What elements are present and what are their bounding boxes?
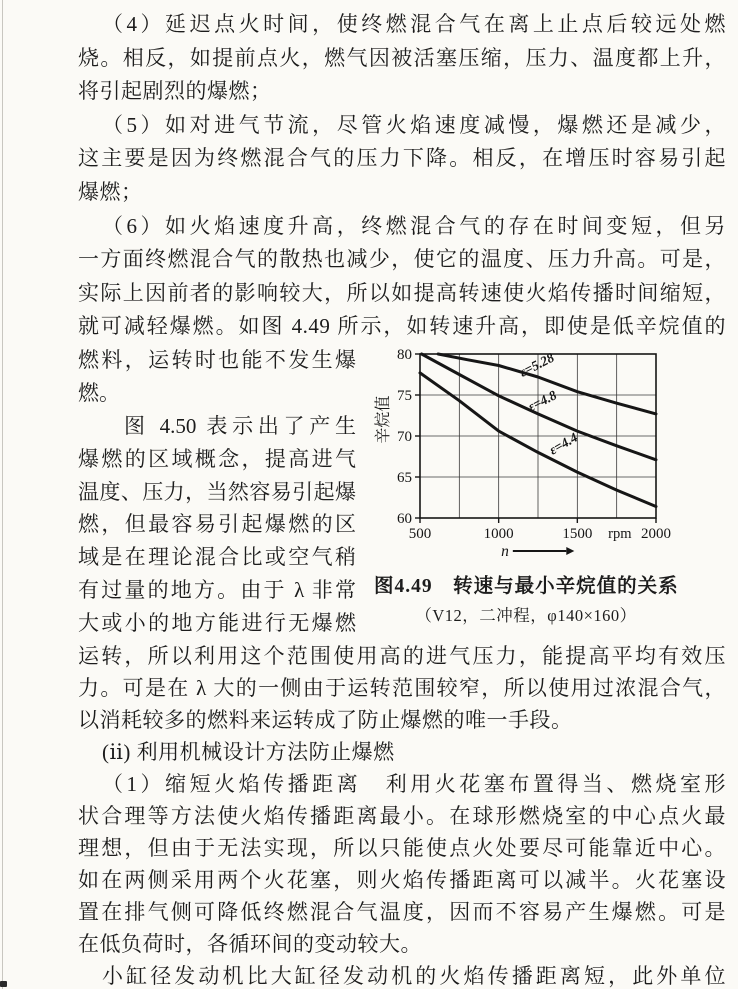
scan-edge-artifact	[2, 0, 3, 989]
figure-caption: 图4.49 转速与最小辛烷值的关系	[374, 575, 679, 597]
text-line: 置在排气侧可降低终燃混合气温度，因而不容易产生爆燃。可是	[78, 899, 726, 924]
text-line: 在低负荷时，各循环间的变动较大。	[78, 931, 422, 956]
text-line: 就可减轻爆燃。如图 4.49 所示，如转速升高，即使是低辛烷值的	[78, 314, 726, 339]
text-line: 域是在理论混合比或空气稍	[78, 545, 356, 570]
paragraphs-top	[78, 8, 726, 344]
text-line: 爆燃的区域概念，提高进气	[78, 446, 356, 471]
x-tick-label: 1000	[483, 525, 514, 542]
mid-section	[78, 344, 726, 640]
y-tick-label: 65	[397, 469, 412, 486]
scan-corner-artifact	[0, 981, 7, 987]
text-line: 燃，但最容易引起爆燃的区	[78, 512, 356, 537]
figure-subcaption: （V12，二冲程，φ140×160）	[415, 605, 637, 625]
text-line: 大或小的地方能进行无爆燃	[78, 611, 356, 636]
y-tick-label: 70	[397, 428, 412, 445]
text-line: 这主要是因为终燃混合气的压力下降。相反，在增压时容易引起	[78, 146, 726, 171]
x-axis-arrow-head	[566, 547, 574, 555]
series-label: ε=4.8	[525, 387, 560, 415]
text-line: 将引起剧烈的爆燃；	[78, 79, 272, 104]
x-tick-label: 2000	[641, 525, 671, 542]
text-line: （1）缩短火焰传播距离 利用火花塞布置得当、燃烧室形	[102, 771, 726, 796]
text-line: 爆燃；	[78, 179, 143, 204]
text-line: 如在两侧采用两个火花塞，则火焰传播距离可以减半。火花塞设	[78, 867, 726, 892]
text-line: 理想，但由于无法实现，所以只能使点火处要尽可能靠近中心。	[78, 835, 726, 860]
text-line: 力。可是在 λ 大的一侧由于运转范围较窄，所以使用过浓混合气，	[78, 675, 726, 700]
text-line: 燃。	[78, 380, 120, 405]
text-line: （5）如对进气节流，尽管火焰速度减慢，爆燃还是减少，	[102, 112, 726, 137]
x-tick-label: 1500	[562, 525, 593, 542]
text-line: 烧。相反，如提前点火，燃气因被活塞压缩，压力、温度都上升，	[78, 45, 726, 70]
text-line: 小缸径发动机比大缸径发动机的火焰传播距离短，此外单位	[102, 963, 726, 988]
y-tick-label: 75	[397, 387, 412, 404]
text-line: （6）如火焰速度升高，终燃混合气的存在时间变短，但另	[102, 213, 726, 238]
text-line: （4）延迟点火时间，使终燃混合气在离上止点后较远处燃	[102, 12, 726, 36]
figure-captions	[374, 570, 678, 626]
x-unit-label: rpm	[608, 525, 632, 542]
text-line: (ⅱ) 利用机械设计方法防止爆燃	[102, 739, 395, 764]
x-axis-label: n	[501, 542, 509, 560]
text-line: 燃料，运转时也能不发生爆	[78, 347, 356, 372]
y-axis-label: 辛烷值	[375, 395, 392, 444]
text-line: 运转，所以利用这个范围使用高的进气压力，能提高平均有效压	[78, 643, 726, 668]
text-line: 图 4.50 表示出了产生	[124, 413, 356, 438]
octane-vs-rpm-line-chart	[374, 344, 678, 560]
series-label: ε=5.28	[516, 349, 557, 380]
text-line: 以消耗较多的燃料来运转成了防止爆燃的唯一手段。	[78, 707, 573, 732]
text-line: 有过量的地方。由于 λ 非常	[78, 578, 356, 603]
text-line: 一方面终燃混合气的散热也减少，使它的温度、压力升高。可是，	[78, 247, 726, 272]
paragraphs-left-column	[78, 344, 356, 640]
paragraphs-bottom	[78, 640, 726, 989]
series-label: ε=4.4	[546, 429, 581, 458]
y-tick-label: 80	[397, 346, 412, 363]
text-line: 状合理等方法使火焰传播距离最小。在球形燃烧室的中心点火最	[78, 803, 726, 828]
text-line: 温度、压力，当然容易引起爆	[78, 479, 356, 504]
figure-4-49	[374, 344, 678, 626]
y-tick-label: 60	[397, 510, 412, 527]
x-tick-label: 500	[408, 525, 432, 542]
text-line: 实际上因前者的影响较大，所以如提高转速使火焰传播时间缩短，	[78, 280, 726, 305]
